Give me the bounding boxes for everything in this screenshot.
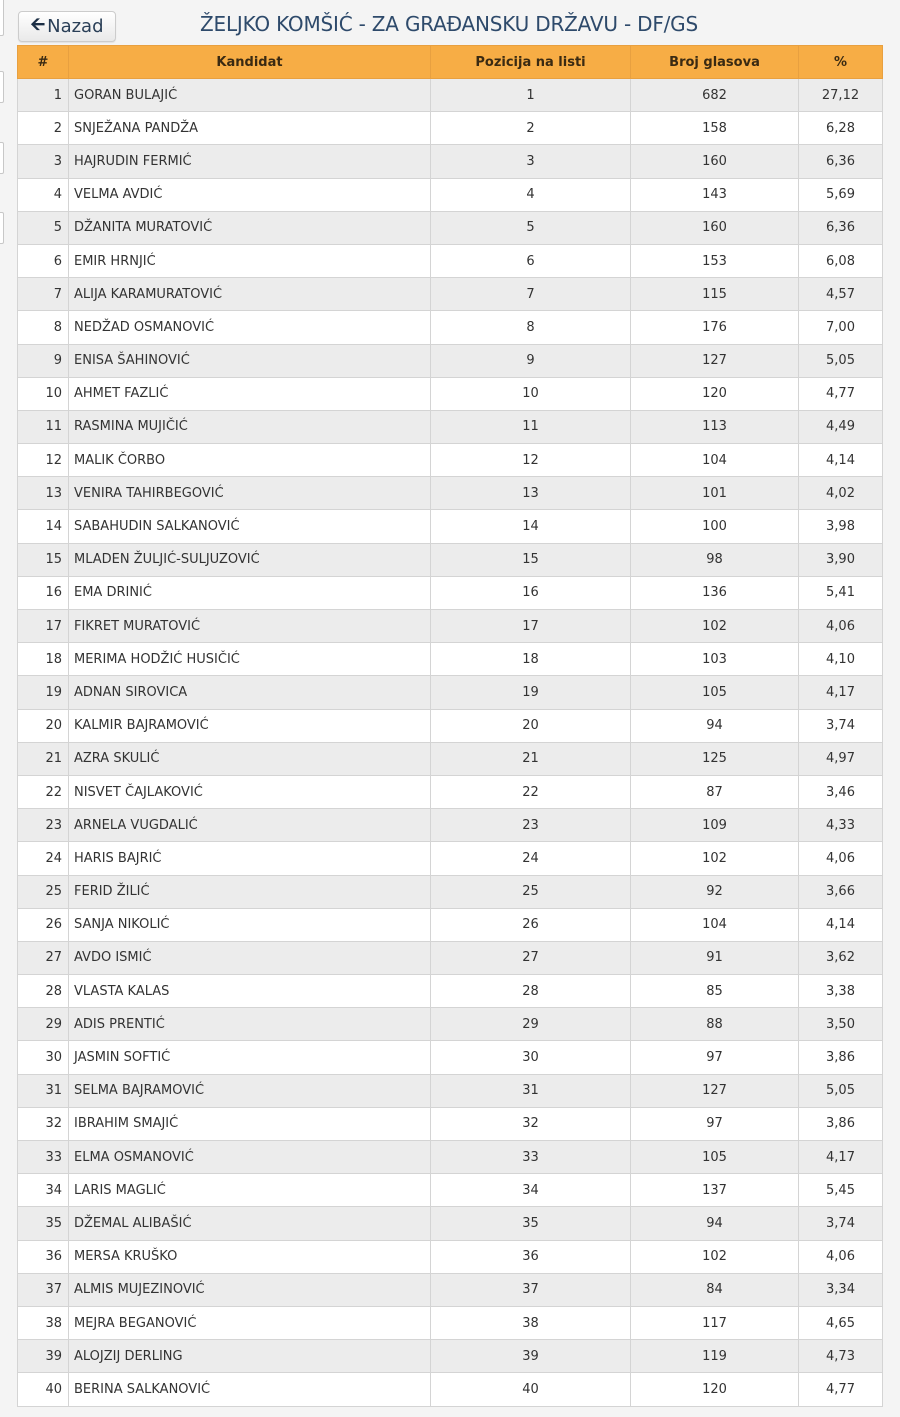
vote-percent: 4,57 bbox=[799, 278, 883, 311]
table-row bbox=[18, 1074, 883, 1107]
list-position: 30 bbox=[431, 1041, 631, 1074]
vote-count: 102 bbox=[631, 1240, 799, 1273]
table-row bbox=[18, 1240, 883, 1273]
row-number: 27 bbox=[18, 941, 69, 974]
vote-percent: 3,62 bbox=[799, 941, 883, 974]
arrow-left-icon: 🡨 bbox=[30, 13, 46, 35]
vote-percent: 3,86 bbox=[799, 1107, 883, 1140]
row-number: 3 bbox=[18, 145, 69, 178]
row-number: 1 bbox=[18, 79, 69, 112]
table-row bbox=[18, 510, 883, 543]
vote-percent: 5,05 bbox=[799, 344, 883, 377]
vote-count: 109 bbox=[631, 809, 799, 842]
vote-percent: 3,74 bbox=[799, 1207, 883, 1240]
list-position: 36 bbox=[431, 1240, 631, 1273]
row-number: 14 bbox=[18, 510, 69, 543]
table-row bbox=[18, 709, 883, 742]
list-position: 9 bbox=[431, 344, 631, 377]
list-position: 17 bbox=[431, 610, 631, 643]
candidate-name: LARIS MAGLIĆ bbox=[69, 1174, 431, 1207]
candidate-name: EMIR HRNJIĆ bbox=[69, 244, 431, 277]
vote-percent: 4,33 bbox=[799, 809, 883, 842]
vote-percent: 4,14 bbox=[799, 444, 883, 477]
row-number: 29 bbox=[18, 1008, 69, 1041]
candidate-name: ARNELA VUGDALIĆ bbox=[69, 809, 431, 842]
vote-percent: 4,06 bbox=[799, 1240, 883, 1273]
candidate-name: JASMIN SOFTIĆ bbox=[69, 1041, 431, 1074]
row-number: 20 bbox=[18, 709, 69, 742]
list-position: 40 bbox=[431, 1373, 631, 1406]
list-position: 22 bbox=[431, 775, 631, 808]
cropped-left-input[interactable] bbox=[0, 212, 4, 244]
table-row bbox=[18, 211, 883, 244]
row-number: 33 bbox=[18, 1141, 69, 1174]
vote-count: 102 bbox=[631, 842, 799, 875]
list-position: 4 bbox=[431, 178, 631, 211]
vote-percent: 3,98 bbox=[799, 510, 883, 543]
list-position: 34 bbox=[431, 1174, 631, 1207]
row-number: 40 bbox=[18, 1373, 69, 1406]
row-number: 26 bbox=[18, 908, 69, 941]
vote-count: 105 bbox=[631, 1141, 799, 1174]
vote-count: 176 bbox=[631, 311, 799, 344]
row-number: 18 bbox=[18, 643, 69, 676]
list-position: 1 bbox=[431, 79, 631, 112]
row-number: 38 bbox=[18, 1306, 69, 1339]
row-number: 39 bbox=[18, 1340, 69, 1373]
list-position: 26 bbox=[431, 908, 631, 941]
column-header-votes[interactable]: Broj glasova bbox=[631, 46, 799, 79]
table-row bbox=[18, 1207, 883, 1240]
list-position: 7 bbox=[431, 278, 631, 311]
candidate-name: AHMET FAZLIĆ bbox=[69, 377, 431, 410]
vote-percent: 6,36 bbox=[799, 211, 883, 244]
cropped-left-panel bbox=[0, 0, 4, 36]
vote-percent: 3,66 bbox=[799, 875, 883, 908]
vote-percent: 3,46 bbox=[799, 775, 883, 808]
table-row bbox=[18, 610, 883, 643]
vote-percent: 3,74 bbox=[799, 709, 883, 742]
cropped-left-input[interactable] bbox=[0, 71, 4, 103]
candidate-name: EMA DRINIĆ bbox=[69, 576, 431, 609]
column-header-list-position[interactable]: Pozicija na listi bbox=[431, 46, 631, 79]
vote-percent: 4,49 bbox=[799, 410, 883, 443]
candidate-name: FIKRET MURATOVIĆ bbox=[69, 610, 431, 643]
vote-percent: 4,02 bbox=[799, 477, 883, 510]
table-row bbox=[18, 941, 883, 974]
vote-percent: 3,86 bbox=[799, 1041, 883, 1074]
list-position: 20 bbox=[431, 709, 631, 742]
vote-count: 682 bbox=[631, 79, 799, 112]
list-position: 18 bbox=[431, 643, 631, 676]
vote-percent: 27,12 bbox=[799, 79, 883, 112]
row-number: 6 bbox=[18, 244, 69, 277]
vote-count: 102 bbox=[631, 610, 799, 643]
vote-count: 136 bbox=[631, 576, 799, 609]
candidate-name: MALIK ČORBO bbox=[69, 444, 431, 477]
vote-percent: 5,41 bbox=[799, 576, 883, 609]
candidate-name: VENIRA TAHIRBEGOVIĆ bbox=[69, 477, 431, 510]
table-row bbox=[18, 444, 883, 477]
list-position: 31 bbox=[431, 1074, 631, 1107]
list-position: 16 bbox=[431, 576, 631, 609]
candidate-name: MEJRA BEGANOVIĆ bbox=[69, 1306, 431, 1339]
candidate-name: RASMINA MUJIČIĆ bbox=[69, 410, 431, 443]
table-row bbox=[18, 311, 883, 344]
vote-count: 85 bbox=[631, 975, 799, 1008]
row-number: 11 bbox=[18, 410, 69, 443]
vote-count: 160 bbox=[631, 145, 799, 178]
row-number: 22 bbox=[18, 775, 69, 808]
vote-count: 100 bbox=[631, 510, 799, 543]
row-number: 25 bbox=[18, 875, 69, 908]
table-row bbox=[18, 244, 883, 277]
row-number: 16 bbox=[18, 576, 69, 609]
row-number: 10 bbox=[18, 377, 69, 410]
vote-percent: 4,77 bbox=[799, 377, 883, 410]
candidate-name: MERSA KRUŠKO bbox=[69, 1240, 431, 1273]
vote-count: 115 bbox=[631, 278, 799, 311]
vote-percent: 3,50 bbox=[799, 1008, 883, 1041]
row-number: 17 bbox=[18, 610, 69, 643]
vote-percent: 4,77 bbox=[799, 1373, 883, 1406]
row-number: 9 bbox=[18, 344, 69, 377]
vote-percent: 4,14 bbox=[799, 908, 883, 941]
candidate-name: SNJEŽANA PANDŽA bbox=[69, 112, 431, 145]
table-row bbox=[18, 576, 883, 609]
row-number: 36 bbox=[18, 1240, 69, 1273]
table-row bbox=[18, 1174, 883, 1207]
vote-count: 94 bbox=[631, 1207, 799, 1240]
row-number: 23 bbox=[18, 809, 69, 842]
table-row bbox=[18, 975, 883, 1008]
table-row bbox=[18, 643, 883, 676]
candidate-name: MERIMA HODŽIĆ HUSIČIĆ bbox=[69, 643, 431, 676]
list-position: 35 bbox=[431, 1207, 631, 1240]
vote-percent: 6,28 bbox=[799, 112, 883, 145]
table-row bbox=[18, 410, 883, 443]
table-row bbox=[18, 178, 883, 211]
list-position: 29 bbox=[431, 1008, 631, 1041]
table-row bbox=[18, 1306, 883, 1339]
vote-count: 117 bbox=[631, 1306, 799, 1339]
row-number: 21 bbox=[18, 742, 69, 775]
candidate-name: FERID ŽILIĆ bbox=[69, 875, 431, 908]
row-number: 7 bbox=[18, 278, 69, 311]
vote-count: 97 bbox=[631, 1041, 799, 1074]
row-number: 31 bbox=[18, 1074, 69, 1107]
vote-percent: 4,10 bbox=[799, 643, 883, 676]
candidate-name: SANJA NIKOLIĆ bbox=[69, 908, 431, 941]
table-row bbox=[18, 809, 883, 842]
list-position: 21 bbox=[431, 742, 631, 775]
candidate-name: KALMIR BAJRAMOVIĆ bbox=[69, 709, 431, 742]
back-button-label: Nazad bbox=[47, 16, 104, 37]
vote-count: 88 bbox=[631, 1008, 799, 1041]
vote-count: 104 bbox=[631, 908, 799, 941]
table-row bbox=[18, 112, 883, 145]
list-position: 37 bbox=[431, 1273, 631, 1306]
page-title: ŽELJKO KOMŠIĆ - ZA GRAĐANSKU DRŽAVU - DF/GS bbox=[200, 12, 698, 36]
list-position: 6 bbox=[431, 244, 631, 277]
candidate-name: ADIS PRENTIĆ bbox=[69, 1008, 431, 1041]
vote-percent: 7,00 bbox=[799, 311, 883, 344]
candidate-name: ALIJA KARAMURATOVIĆ bbox=[69, 278, 431, 311]
vote-percent: 4,97 bbox=[799, 742, 883, 775]
vote-count: 113 bbox=[631, 410, 799, 443]
row-number: 34 bbox=[18, 1174, 69, 1207]
vote-percent: 4,06 bbox=[799, 842, 883, 875]
vote-count: 137 bbox=[631, 1174, 799, 1207]
table-row bbox=[18, 344, 883, 377]
list-position: 5 bbox=[431, 211, 631, 244]
candidate-name: VELMA AVDIĆ bbox=[69, 178, 431, 211]
vote-count: 125 bbox=[631, 742, 799, 775]
list-position: 8 bbox=[431, 311, 631, 344]
cropped-left-input[interactable] bbox=[0, 142, 4, 174]
vote-percent: 4,06 bbox=[799, 610, 883, 643]
list-position: 39 bbox=[431, 1340, 631, 1373]
vote-count: 120 bbox=[631, 1373, 799, 1406]
list-position: 27 bbox=[431, 941, 631, 974]
list-position: 28 bbox=[431, 975, 631, 1008]
row-number: 37 bbox=[18, 1273, 69, 1306]
candidate-name: HAJRUDIN FERMIĆ bbox=[69, 145, 431, 178]
table-row bbox=[18, 377, 883, 410]
table-row bbox=[18, 79, 883, 112]
list-position: 23 bbox=[431, 809, 631, 842]
table-row bbox=[18, 676, 883, 709]
table-row bbox=[18, 1340, 883, 1373]
candidate-name: ADNAN SIROVICA bbox=[69, 676, 431, 709]
vote-percent: 4,17 bbox=[799, 1141, 883, 1174]
list-position: 33 bbox=[431, 1141, 631, 1174]
row-number: 15 bbox=[18, 543, 69, 576]
vote-count: 97 bbox=[631, 1107, 799, 1140]
candidate-name: BERINA SALKANOVIĆ bbox=[69, 1373, 431, 1406]
candidate-name: SELMA BAJRAMOVIĆ bbox=[69, 1074, 431, 1107]
vote-count: 143 bbox=[631, 178, 799, 211]
table-row bbox=[18, 775, 883, 808]
vote-count: 105 bbox=[631, 676, 799, 709]
table-row bbox=[18, 543, 883, 576]
candidate-name: IBRAHIM SMAJIĆ bbox=[69, 1107, 431, 1140]
vote-count: 84 bbox=[631, 1273, 799, 1306]
back-button[interactable] bbox=[18, 11, 116, 42]
candidate-name: ENISA ŠAHINOVIĆ bbox=[69, 344, 431, 377]
list-position: 12 bbox=[431, 444, 631, 477]
table-row bbox=[18, 908, 883, 941]
vote-percent: 4,65 bbox=[799, 1306, 883, 1339]
row-number: 28 bbox=[18, 975, 69, 1008]
list-position: 15 bbox=[431, 543, 631, 576]
row-number: 5 bbox=[18, 211, 69, 244]
list-position: 13 bbox=[431, 477, 631, 510]
candidate-name: ALOJZIJ DERLING bbox=[69, 1340, 431, 1373]
table-row bbox=[18, 278, 883, 311]
table-row bbox=[18, 1273, 883, 1306]
table-row bbox=[18, 1141, 883, 1174]
candidate-name: SABAHUDIN SALKANOVIĆ bbox=[69, 510, 431, 543]
candidate-name: HARIS BAJRIĆ bbox=[69, 842, 431, 875]
column-header-candidate[interactable]: Kandidat bbox=[69, 46, 431, 79]
table-row bbox=[18, 1008, 883, 1041]
row-number: 4 bbox=[18, 178, 69, 211]
vote-percent: 6,36 bbox=[799, 145, 883, 178]
vote-percent: 3,34 bbox=[799, 1273, 883, 1306]
column-header-number[interactable]: # bbox=[18, 46, 69, 79]
candidates-table bbox=[17, 45, 883, 1407]
candidate-name: DŽEMAL ALIBAŠIĆ bbox=[69, 1207, 431, 1240]
vote-percent: 5,05 bbox=[799, 1074, 883, 1107]
row-number: 35 bbox=[18, 1207, 69, 1240]
vote-percent: 5,45 bbox=[799, 1174, 883, 1207]
candidate-name: AVDO ISMIĆ bbox=[69, 941, 431, 974]
row-number: 30 bbox=[18, 1041, 69, 1074]
vote-count: 120 bbox=[631, 377, 799, 410]
list-position: 19 bbox=[431, 676, 631, 709]
vote-percent: 5,69 bbox=[799, 178, 883, 211]
vote-count: 103 bbox=[631, 643, 799, 676]
list-position: 32 bbox=[431, 1107, 631, 1140]
vote-count: 87 bbox=[631, 775, 799, 808]
candidate-name: AZRA SKULIĆ bbox=[69, 742, 431, 775]
vote-percent: 3,90 bbox=[799, 543, 883, 576]
column-header-percent[interactable]: % bbox=[799, 46, 883, 79]
table-row bbox=[18, 1107, 883, 1140]
vote-percent: 3,38 bbox=[799, 975, 883, 1008]
vote-count: 153 bbox=[631, 244, 799, 277]
candidate-name: MLADEN ŽULJIĆ-SULJUZOVIĆ bbox=[69, 543, 431, 576]
vote-count: 94 bbox=[631, 709, 799, 742]
vote-count: 104 bbox=[631, 444, 799, 477]
list-position: 3 bbox=[431, 145, 631, 178]
row-number: 19 bbox=[18, 676, 69, 709]
list-position: 24 bbox=[431, 842, 631, 875]
list-position: 14 bbox=[431, 510, 631, 543]
table-row bbox=[18, 477, 883, 510]
candidate-name: NEDŽAD OSMANOVIĆ bbox=[69, 311, 431, 344]
row-number: 2 bbox=[18, 112, 69, 145]
row-number: 32 bbox=[18, 1107, 69, 1140]
vote-percent: 6,08 bbox=[799, 244, 883, 277]
table-row bbox=[18, 875, 883, 908]
table-header-row bbox=[18, 46, 883, 79]
row-number: 24 bbox=[18, 842, 69, 875]
list-position: 11 bbox=[431, 410, 631, 443]
table-row bbox=[18, 1373, 883, 1406]
vote-count: 119 bbox=[631, 1340, 799, 1373]
list-position: 10 bbox=[431, 377, 631, 410]
list-position: 25 bbox=[431, 875, 631, 908]
row-number: 12 bbox=[18, 444, 69, 477]
table-row bbox=[18, 1041, 883, 1074]
table-row bbox=[18, 842, 883, 875]
vote-count: 98 bbox=[631, 543, 799, 576]
candidate-name: GORAN BULAJIĆ bbox=[69, 79, 431, 112]
vote-count: 101 bbox=[631, 477, 799, 510]
row-number: 8 bbox=[18, 311, 69, 344]
list-position: 38 bbox=[431, 1306, 631, 1339]
candidate-name: ALMIS MUJEZINOVIĆ bbox=[69, 1273, 431, 1306]
vote-percent: 4,73 bbox=[799, 1340, 883, 1373]
candidate-name: VLASTA KALAS bbox=[69, 975, 431, 1008]
table-row bbox=[18, 742, 883, 775]
vote-count: 92 bbox=[631, 875, 799, 908]
vote-count: 158 bbox=[631, 112, 799, 145]
candidate-name: ELMA OSMANOVIĆ bbox=[69, 1141, 431, 1174]
vote-count: 127 bbox=[631, 1074, 799, 1107]
candidate-name: NISVET ČAJLAKOVIĆ bbox=[69, 775, 431, 808]
candidate-name: DŽANITA MURATOVIĆ bbox=[69, 211, 431, 244]
list-position: 2 bbox=[431, 112, 631, 145]
vote-count: 127 bbox=[631, 344, 799, 377]
row-number: 13 bbox=[18, 477, 69, 510]
vote-percent: 4,17 bbox=[799, 676, 883, 709]
vote-count: 160 bbox=[631, 211, 799, 244]
vote-count: 91 bbox=[631, 941, 799, 974]
table-row bbox=[18, 145, 883, 178]
